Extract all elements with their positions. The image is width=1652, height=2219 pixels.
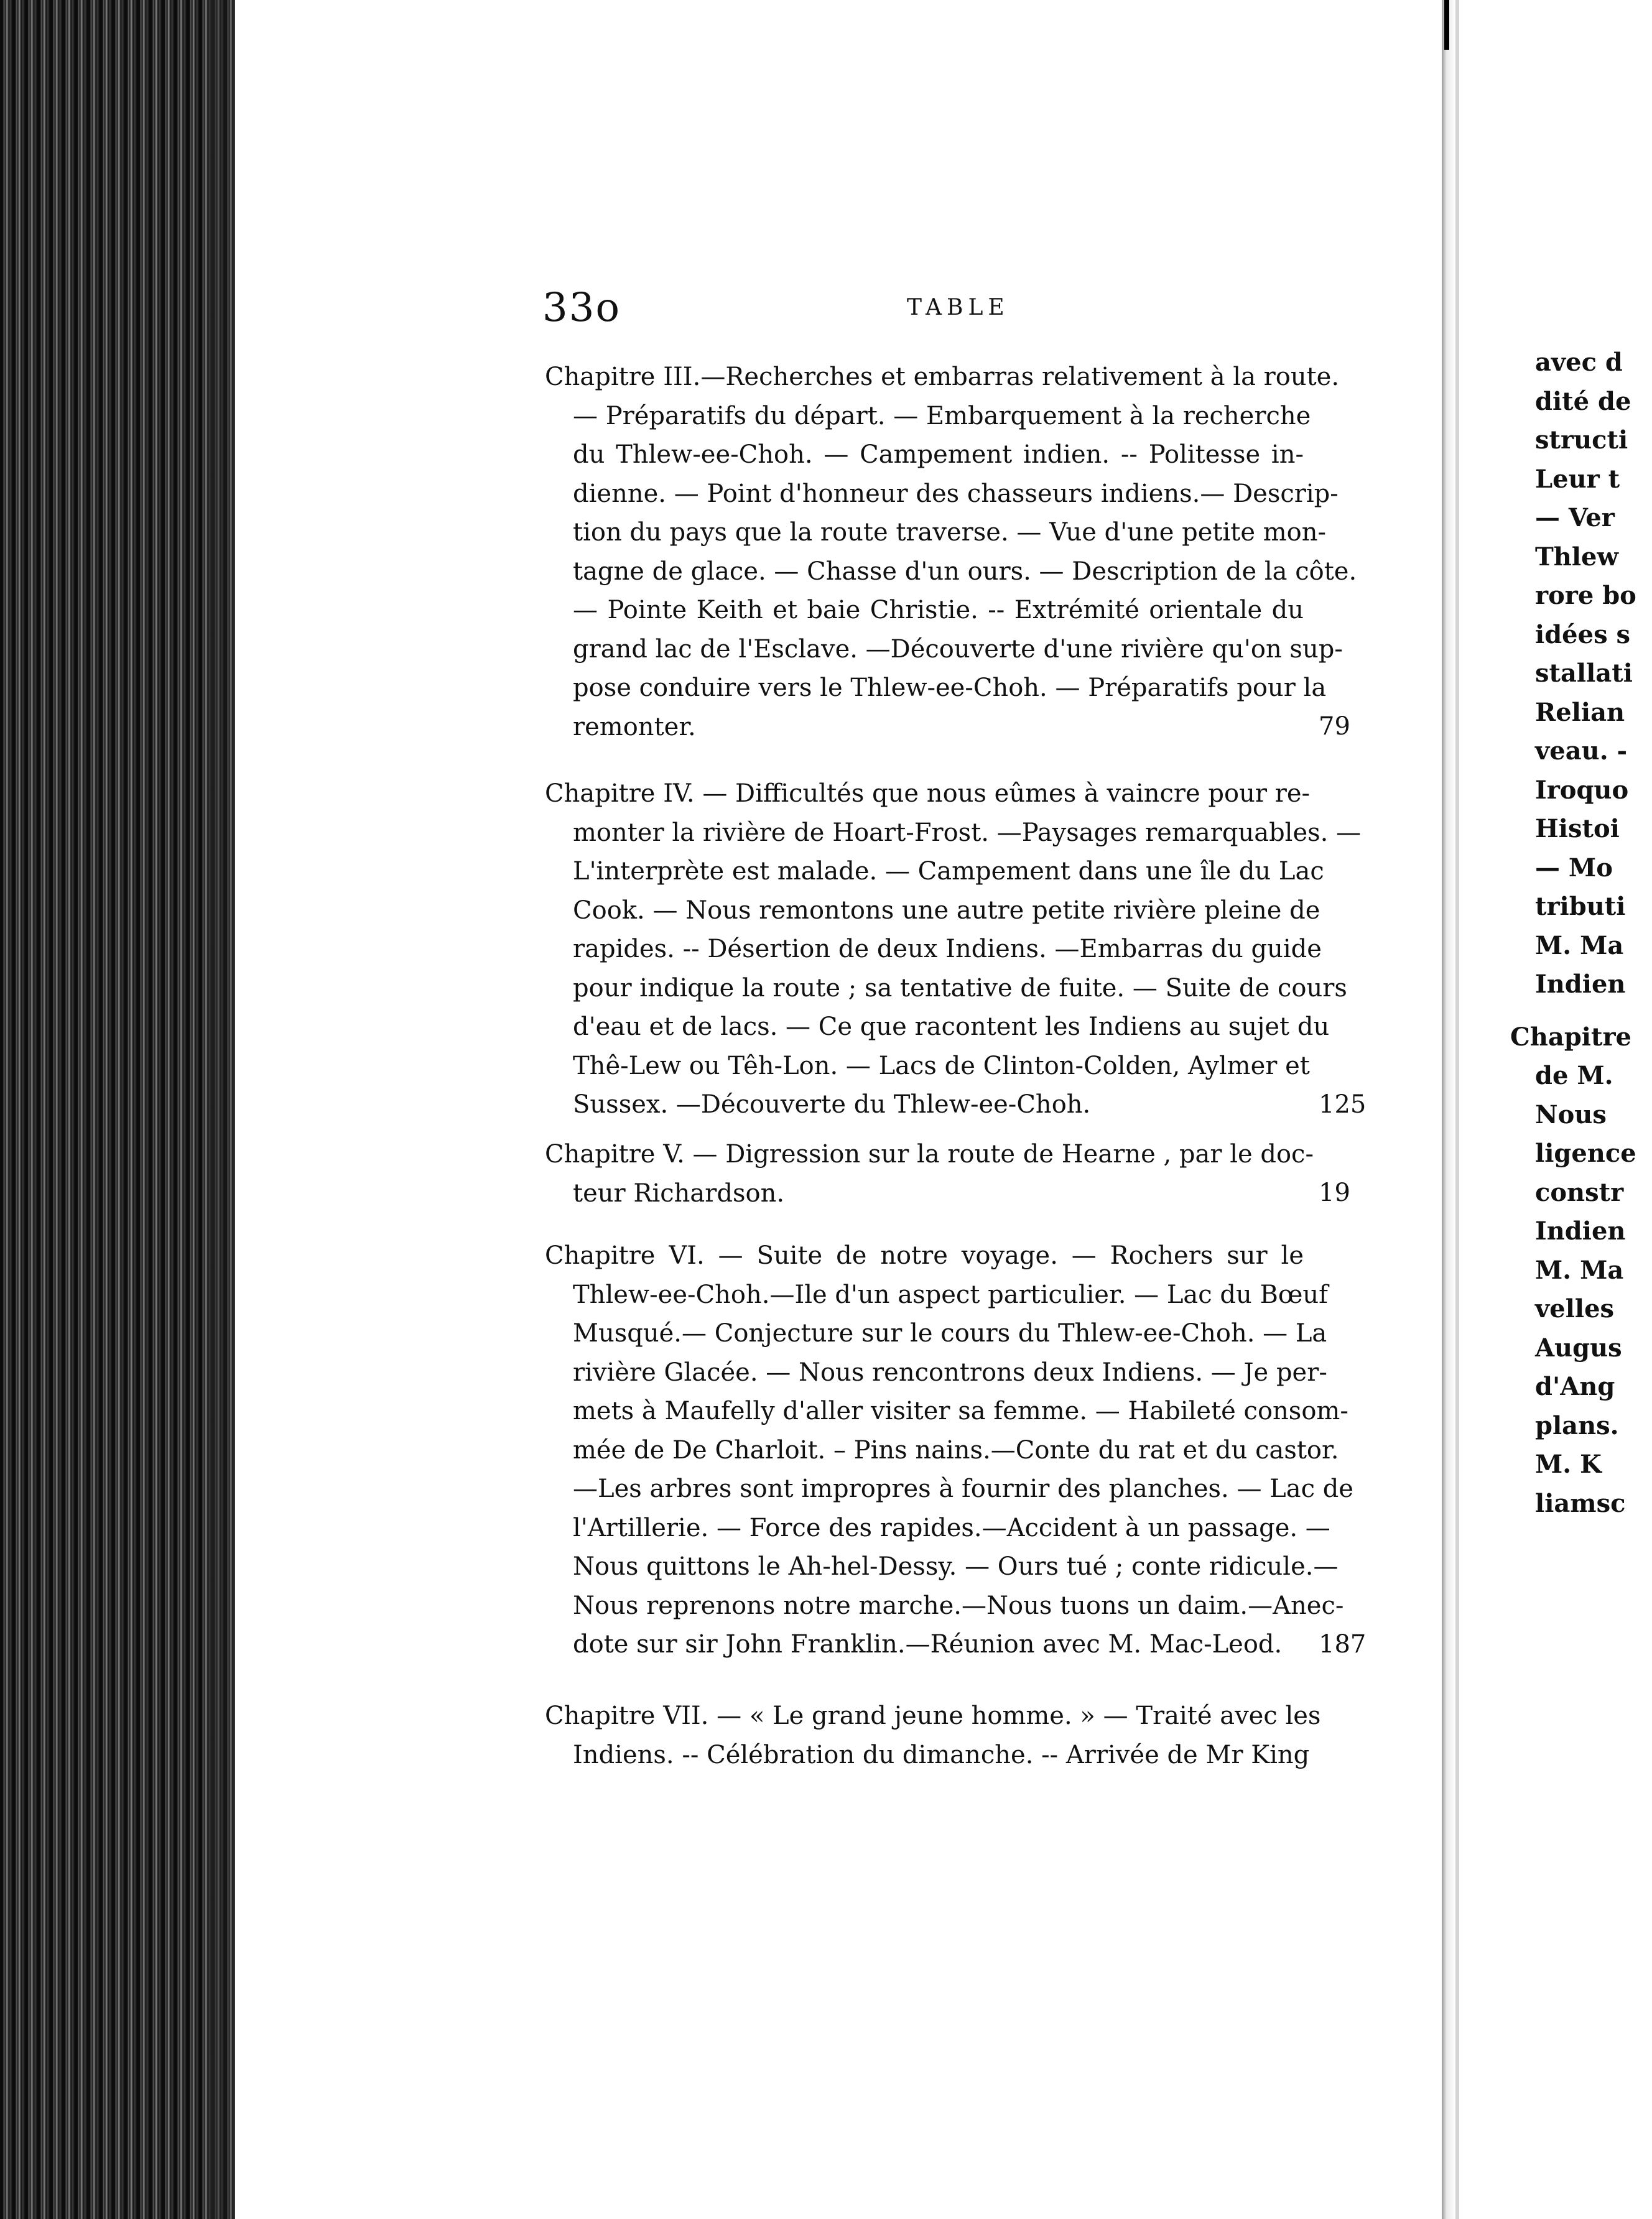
toc-line: L'interprète est malade. — Campement dans une île du Lac xyxy=(573,857,1324,886)
toc-line: Thlew-ee-Choh.—Ile d'un aspect particulier. — Lac du Bœuf xyxy=(573,1280,1328,1309)
toc-line: dote sur sir John Franklin.—Réunion avec M. Mac-Leod. xyxy=(573,1630,1283,1659)
toc-page-ref: 125 xyxy=(1319,1090,1367,1119)
toc-line: dienne. — Point d'honneur des chasseurs indiens.— Descrip- xyxy=(573,479,1339,508)
toc-line: mets à Maufelly d'aller visiter sa femme. — Habileté consom- xyxy=(573,1397,1348,1425)
right-page-line: Thlew xyxy=(1535,542,1618,572)
toc-line: pour indique la route ; sa tentative de fuite. — Suite de cours xyxy=(573,973,1347,1003)
right-page-edge xyxy=(1455,0,1459,2219)
toc-entry-chapter-3 xyxy=(545,358,1357,746)
toc-line: Sussex. —Découverte du Thlew-ee-Choh. xyxy=(573,1090,1091,1119)
toc-line: mée de De Charloit. – Pins nains.—Conte du rat et du castor. xyxy=(573,1435,1339,1465)
toc-line: d'eau et de lacs. — Ce que racontent les Indiens au sujet du xyxy=(573,1012,1330,1041)
right-page-line: tributi xyxy=(1535,892,1626,921)
toc-line: rapides. -- Désertion de deux Indiens. —Embarras du guide xyxy=(573,935,1322,963)
right-page-line: Relian xyxy=(1535,697,1625,727)
toc-page-ref: 187 xyxy=(1319,1630,1367,1659)
right-page-line: Chapitre xyxy=(1510,1022,1631,1052)
toc-line: Thê-Lew ou Têh-Lon. — Lacs de Clinton-Colden, Aylmer et xyxy=(573,1051,1310,1080)
toc-line: — Préparatifs du départ. — Embarquement à la recherche xyxy=(573,401,1311,430)
toc-line: rivière Glacée. — Nous rencontrons deux Indiens. — Je per- xyxy=(573,1358,1327,1387)
toc-line: — Pointe Keith et baie Christie. -- Extrémité orientale du xyxy=(573,596,1304,624)
toc-line: remonter. xyxy=(573,712,696,741)
right-page-line: Indien xyxy=(1535,1216,1626,1246)
right-page-line: plans. xyxy=(1535,1411,1619,1440)
toc-line: l'Artillerie. — Force des rapides.—Accident à un passage. — xyxy=(573,1513,1330,1542)
toc-entry-chapter-6 xyxy=(545,1236,1367,1664)
right-page-line: Histoi xyxy=(1535,814,1620,843)
toc-line: monter la rivière de Hoart-Frost. —Paysages remarquables. — xyxy=(573,818,1362,847)
toc-line: Nous reprenons notre marche.—Nous tuons un daim.—Anec- xyxy=(573,1591,1344,1620)
right-page-line: Indien xyxy=(1535,970,1626,999)
right-page-line: structi xyxy=(1535,425,1628,455)
right-page-line: M. Ma xyxy=(1535,1255,1624,1285)
running-title: TABLE xyxy=(907,295,1009,320)
book-page-edges xyxy=(0,0,235,2219)
right-page-line: de M. xyxy=(1535,1061,1613,1090)
toc-line: tagne de glace. — Chasse d'un ours. — Description de la côte. xyxy=(573,557,1357,586)
toc-page-ref: 19 xyxy=(1319,1179,1350,1207)
toc-line: Chapitre V. — Digression sur la route de Hearne , par le doc- xyxy=(545,1140,1314,1169)
right-page-line: rore bo xyxy=(1535,581,1636,610)
right-page-line: Iroquo xyxy=(1535,775,1629,805)
toc-entry-chapter-5 xyxy=(545,1135,1350,1213)
toc-line: Indiens. -- Célébration du dimanche. -- Arrivée de Mr King xyxy=(573,1740,1310,1769)
right-page-line: d'Ang xyxy=(1535,1372,1615,1401)
toc-line: Cook. — Nous remontons une autre petite rivière pleine de xyxy=(573,896,1320,925)
gutter-shadow xyxy=(1444,0,1449,50)
right-page-line: stallati xyxy=(1535,659,1633,688)
toc-entry-chapter-4 xyxy=(545,774,1367,1124)
right-page-line: liamsc xyxy=(1535,1488,1626,1518)
right-page-line: M. K xyxy=(1535,1450,1602,1479)
right-page-fragment xyxy=(1510,343,1652,1523)
toc-entry-chapter-7 xyxy=(545,1697,1321,1774)
right-page-line: Leur t xyxy=(1535,464,1620,494)
toc-line: grand lac de l'Esclave. —Découverte d'une rivière qu'on sup- xyxy=(573,634,1343,664)
book-gutter xyxy=(1442,0,1455,2219)
toc-line: Chapitre VI. — Suite de notre voyage. — Rochers sur le xyxy=(545,1241,1304,1270)
toc-page-ref: 79 xyxy=(1319,712,1350,741)
toc-line: Nous quittons le Ah-hel-Dessy. — Ours tué ; conte ridicule.— xyxy=(573,1552,1339,1581)
toc-line: du Thlew-ee-Choh. — Campement indien. -- Politesse in- xyxy=(573,440,1304,469)
right-page-line: Augus xyxy=(1535,1333,1622,1363)
right-page-line: avec d xyxy=(1535,348,1623,377)
toc-line: tion du pays que la route traverse. — Vue d'une petite mon- xyxy=(573,518,1326,547)
right-page-line: velles xyxy=(1535,1294,1615,1323)
toc-line: pose conduire vers le Thlew-ee-Choh. — Préparatifs pour la xyxy=(573,674,1327,702)
right-page-line: — Ver xyxy=(1535,503,1615,532)
right-page-line: idées s xyxy=(1535,619,1631,649)
page-number: 33o xyxy=(542,285,621,331)
toc-line: Chapitre VII. — « Le grand jeune homme. » — Traité avec les xyxy=(545,1702,1321,1730)
toc-line: —Les arbres sont impropres à fournir des planches. — Lac de xyxy=(573,1475,1353,1503)
right-page-line: ligence xyxy=(1535,1139,1636,1168)
right-page-line: Nous xyxy=(1535,1100,1607,1129)
right-page-line: constr xyxy=(1535,1177,1624,1207)
right-page-line: veau. - xyxy=(1535,736,1628,766)
toc-line: teur Richardson. xyxy=(573,1179,785,1208)
right-page-line: dité de xyxy=(1535,386,1631,416)
right-page-line: M. Ma xyxy=(1535,930,1624,960)
toc-line: Chapitre IV. — Difficultés que nous eûmes à vaincre pour re- xyxy=(545,779,1310,808)
right-page-line: — Mo xyxy=(1535,853,1613,883)
toc-line: Musqué.— Conjecture sur le cours du Thlew-ee-Choh. — La xyxy=(573,1319,1327,1348)
toc-line: Chapitre III.—Recherches et embarras relativement à la route. xyxy=(545,363,1340,391)
